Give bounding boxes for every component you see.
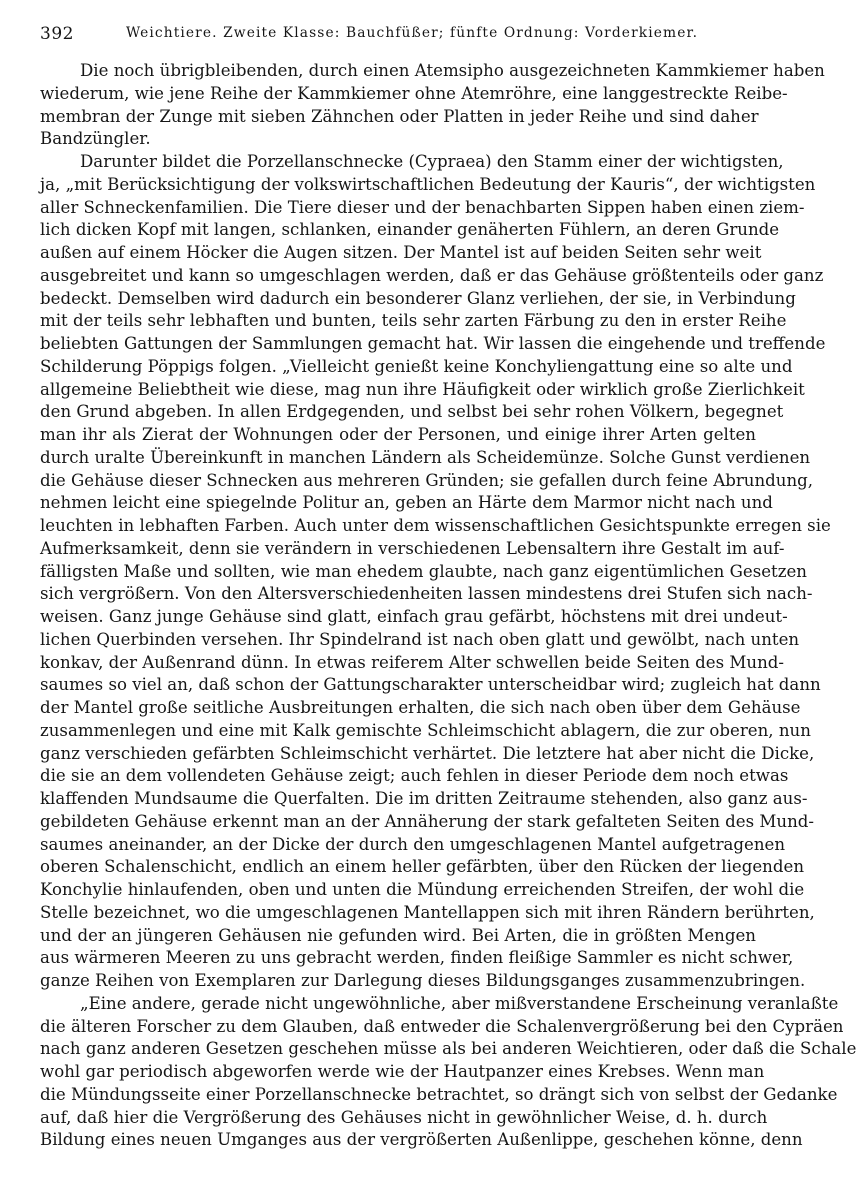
- text-line: Konchylie hinlaufenden, oben und unten die Mündung erreichenden Streifen, der wohl die: [40, 880, 805, 899]
- text-line: fälligsten Maße und sollten, wie man ehedem glaubte, nach ganz eigentümlichen Gesetzen: [40, 561, 807, 581]
- text-line: aller Schneckenfamilien. Die Tiere dieser und der benachbarten Sippen haben einen ziem-: [40, 197, 805, 217]
- text-line: ganz verschieden gefärbten Schleimschicht verhärtet. Die letztere hat aber nicht die Dicke,: [40, 743, 815, 763]
- text-line: gebildeten Gehäuse erkennt man an der Annäherung der stark gefalteten Seiten des Mund-: [40, 811, 815, 831]
- text-line: leuchten in lebhaften Farben. Auch unter dem wissenschaftlichen Gesichtspunkte erregen sie: [40, 516, 831, 535]
- text-line: wohl gar periodisch abgeworfen werde wie der Hautpanzer eines Krebses. Wenn man: [40, 1062, 765, 1081]
- text-line: Stelle bezeichnet, wo die umgeschlagenen Mantellappen sich mit ihren Rändern berührten,: [40, 902, 815, 922]
- text-line: die Mündungsseite einer Porzellanschnecke betrachtet, so drängt sich von selbst der Gedanke: [40, 1084, 838, 1104]
- text-line: bedeckt. Demselben wird dadurch ein besonderer Glanz verliehen, der sie, in Verbindung: [40, 288, 796, 308]
- text-line: der Mantel große seitliche Ausbreitungen erhalten, die sich nach oben über dem Gehäuse: [40, 698, 801, 717]
- text-line: wiederum, wie jene Reihe der Kammkiemer ohne Atemröhre, eine langgestreckte Reibe-: [40, 83, 788, 103]
- text-line: nehmen leicht eine spiegelnde Politur an, geben an Härte dem Marmor nicht nach und: [40, 493, 773, 513]
- text-line: Darunter bildet die Porzellanschnecke (Cypraea) den Stamm einer der wichtigsten,: [80, 152, 784, 171]
- text-line: ausgebreitet und kann so umgeschlagen werden, daß er das Gehäuse größtenteils oder ganz: [40, 265, 824, 285]
- text-line: saumes so viel an, daß schon der Gattungscharakter unterscheidbar wird; zugleich hat dann: [40, 675, 821, 695]
- text-line: ja, „mit Berücksichtigung der volkswirtschaftlichen Bedeutung der Kauris“, der wichtigsten: [40, 174, 816, 194]
- text-line: sich vergrößern. Von den Altersverschiedenheiten lassen mindestens drei Stufen sich nach-: [40, 584, 813, 604]
- text-line: außen auf einem Höcker die Augen sitzen. Der Mantel ist auf beiden Seiten sehr weit: [40, 243, 762, 262]
- text-line: auf, daß hier die Vergrößerung des Gehäuses nicht in gewöhnlicher Weise, d. h. durch: [40, 1107, 768, 1127]
- body-text: [40, 60, 856, 1152]
- text-line: konkav, der Außenrand dünn. In etwas reiferem Alter schwellen beide Seiten des Mund-: [40, 652, 785, 672]
- text-line: Schilderung Pöppigs folgen. „Vielleicht genießt keine Konchyliengattung eine so alte und: [40, 356, 793, 376]
- text-line: lichen Querbinden versehen. Ihr Spindelrand ist nach oben glatt und gewölbt, nach unten: [40, 629, 800, 649]
- text-line: die sie an dem vollendeten Gehäuse zeigt; auch fehlen in dieser Periode dem noch etwas: [40, 766, 789, 786]
- page-number: 392: [40, 24, 74, 44]
- text-line: man ihr als Zierat der Wohnungen oder der Personen, und einige ihrer Arten gelten: [40, 425, 756, 444]
- text-line: oberen Schalenschicht, endlich an einem heller gefärbten, über den Rücken der liegenden: [40, 857, 805, 877]
- text-line: zusammenlegen und eine mit Kalk gemischte Schleimschicht ablagern, die zur oberen, nun: [40, 720, 811, 740]
- text-line: Bildung eines neuen Umganges aus der vergrößerten Außenlippe, geschehen könne, denn: [40, 1130, 803, 1150]
- text-line: klaffenden Mundsaume die Querfalten. Die im dritten Zeitraume stehenden, also ganz aus-: [40, 789, 808, 808]
- text-line: die älteren Forscher zu dem Glauben, daß entweder die Schalenvergrößerung bei den Cypräen: [40, 1016, 844, 1036]
- page-header: [40, 22, 756, 46]
- text-line: beliebten Gattungen der Sammlungen gemacht hat. Wir lassen die eingehende und treffende: [40, 334, 826, 353]
- text-line: ganze Reihen von Exemplaren zur Darlegung dieses Bildungsganges zusammenzubringen.: [40, 971, 806, 990]
- text-line: und der an jüngeren Gehäusen nie gefunden wird. Bei Arten, die in größten Mengen: [40, 925, 756, 945]
- text-line: Bandzüngler.: [40, 129, 151, 149]
- text-line: aus wärmeren Meeren zu uns gebracht werden, finden fleißige Sammler es nicht schwer,: [40, 948, 794, 968]
- text-line: den Grund abgeben. In allen Erdgegenden, und selbst bei sehr rohen Völkern, begegnet: [40, 402, 784, 422]
- text-line: „Eine andere, gerade nicht ungewöhnliche, aber mißverstandene Erscheinung veranlaßte: [80, 993, 839, 1013]
- text-line: durch uralte Übereinkunft in manchen Ländern als Scheidemünze. Solche Gunst verdienen: [40, 447, 811, 467]
- text-line: lich dicken Kopf mit langen, schlanken, einander genäherten Fühlern, an deren Grunde: [40, 220, 780, 240]
- running-head: Weichtiere. Zweite Klasse: Bauchfüßer; fünfte Ordnung: Vorderkiemer.: [126, 25, 699, 41]
- text-line: allgemeine Beliebtheit wie diese, mag nun ihre Häufigkeit oder wirklich große Zierlichkeit: [40, 379, 805, 399]
- text-line: membran der Zunge mit sieben Zähnchen oder Platten in jeder Reihe und sind daher: [40, 106, 759, 126]
- text-line: saumes aneinander, an der Dicke der durch den umgeschlagenen Mantel aufgetragenen: [40, 834, 786, 854]
- text-line: mit der teils sehr lebhaften und bunten, teils sehr zarten Färbung zu den in erster Reihe: [40, 311, 787, 331]
- text-line: nach ganz anderen Gesetzen geschehen müsse als bei anderen Weichtieren, oder daß die Schale: [40, 1039, 856, 1059]
- text-line: Die noch übrigbleibenden, durch einen Atemsipho ausgezeichneten Kammkiemer haben: [80, 61, 825, 80]
- text-line: Aufmerksamkeit, denn sie verändern in verschiedenen Lebensaltern ihre Gestalt im auf-: [40, 538, 785, 558]
- text-line: weisen. Ganz junge Gehäuse sind glatt, einfach grau gefärbt, höchstens mit drei undeut-: [40, 607, 788, 626]
- text-line: die Gehäuse dieser Schnecken aus mehreren Gründen; sie gefallen durch feine Abrundung,: [40, 470, 814, 490]
